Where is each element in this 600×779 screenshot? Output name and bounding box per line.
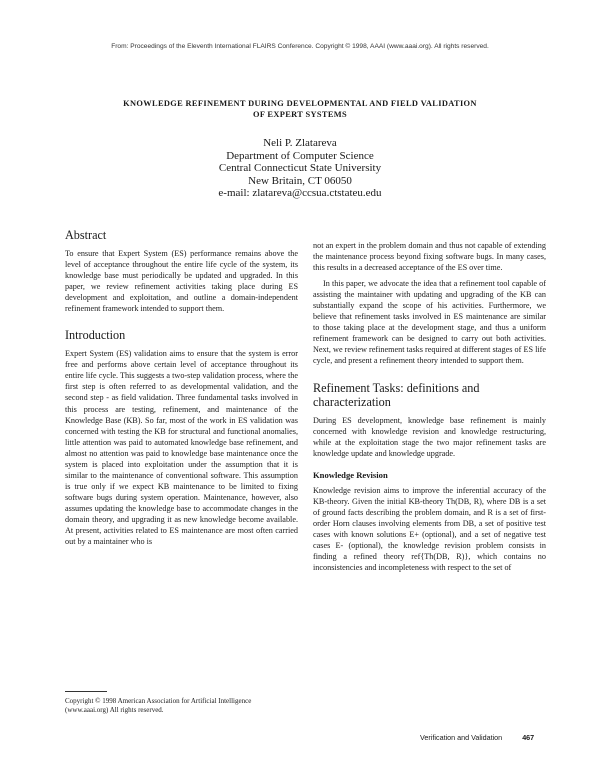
introduction-heading: Introduction (65, 328, 126, 343)
right-column (313, 240, 546, 578)
copyright-footnote: Copyright © 1998 American Association for Artificial Intelligence (www.aaai.org) All rights reserved. (65, 697, 252, 714)
left-column (65, 228, 298, 552)
abstract-text: To ensure that Expert System (ES) performance remains above the level of acceptance throughout the entire life cycle of the system, its knowledge base must periodically be updated and upgraded. In this paper, we review refinement activities taking place during ES development and exploitation, and outline a domain-independent refinement framework intended to support them. (65, 249, 298, 314)
page-footer (420, 733, 534, 742)
footer-section-label: Verification and Validation (420, 733, 503, 742)
introduction-text: Expert System (ES) validation aims to ensure that the system is error free and performs above certain level of acceptance throughout its entire life cycle. This suggests a two-step validation process, where the first step is often referred to as developmental validation, and the second step - as field validation. Three fundamental tasks involved in this process are testing, refinement, and maintenance of the Knowledge Base (KB). So far, most of the work in ES validation was concerned with testing the KB for structural and functional anomalies, little attention was paid to automated knowledge base refinement, and almost no attention was paid to knowledge base maintenance once the system is placed into exploitation under the assumption that it is similar to the maintenance of conventional software. This assumption is true only if we expect KB maintenance to be limited to fixing software bugs during system operation. Maintenance, however, also assumes updating the knowledge base to accommodate changes in the domain theory, and upgrading it as new knowledge become available. At present, activities related to ES maintenance are most often carried out by a maintainer who is (65, 349, 298, 547)
title-line-1: KNOWLEDGE REFINEMENT DURING DEVELOPMENTAL AND FIELD VALIDATION (123, 99, 477, 108)
author-department: Department of Computer Science (226, 149, 374, 162)
author-university: Central Connecticut State University (218, 162, 382, 175)
author-name: Neli P. Zlatareva (263, 137, 337, 149)
author-city: New Britain, CT 06050 (248, 174, 352, 187)
title-line-2: OF EXPERT SYSTEMS (252, 110, 348, 119)
author-email: e-mail: zlatareva@ccsua.ctstateu.edu (218, 187, 382, 200)
author-block (100, 137, 500, 200)
abstract-heading: Abstract (65, 228, 107, 242)
page-number: 467 (522, 733, 535, 742)
copyright-header: From: Proceedings of the Eleventh International FLAIRS Conference. Copyright © 1998, AAAI (www.aaai.org). All rights reserved. (111, 43, 489, 50)
paper-title (40, 98, 560, 120)
continued-text: not an expert in the problem domain and thus not capable of extending the maintenance process beyond fixing software bugs. In many cases, this results in a decreased acceptance of the ES over time. (313, 241, 546, 273)
paragraph-advocate: In this paper, we advocate the idea that a refinement tool capable of assisting the maintainer with updating and upgrading of the KB can substantially expand the scope of his activities. Furthermore, we believe that refinement tasks involved in ES maintenance are similar to those taking place at the development stage, and thus a uniform refinement framework can be designed to carry out both activities. Next, we review refinement tasks required at different stages of ES life cycle, and present a refinement theory intended to support them. (313, 279, 546, 366)
footnote-divider (65, 691, 107, 692)
knowledge-revision-heading: Knowledge Revision (313, 469, 388, 480)
refinement-tasks-text: During ES development, knowledge base refinement is mainly concerned with knowledge revision and knowledge restructuring, while at the exploitation stage the two major refinement tasks are knowledge update and knowledge upgrade. (313, 415, 546, 458)
refinement-tasks-heading: Refinement Tasks: definitions and characterization (313, 380, 480, 409)
knowledge-revision-text: Knowledge revision aims to improve the inferential accuracy of the KB-theory. Given the initial KB-theory Th(DB, R), where DB is a set of ground facts describing the problem domain, and R is a set of first-order Horn clauses involving elements from DB, a set of positive test cases with known solutions E+ (optional), and a set of negative test cases E- (optional), the knowledge revision problem consists in finding a refined theory ref{Th(DB, R)}, which contains no inconsistencies and incompleteness with respect to the set of (313, 485, 546, 573)
